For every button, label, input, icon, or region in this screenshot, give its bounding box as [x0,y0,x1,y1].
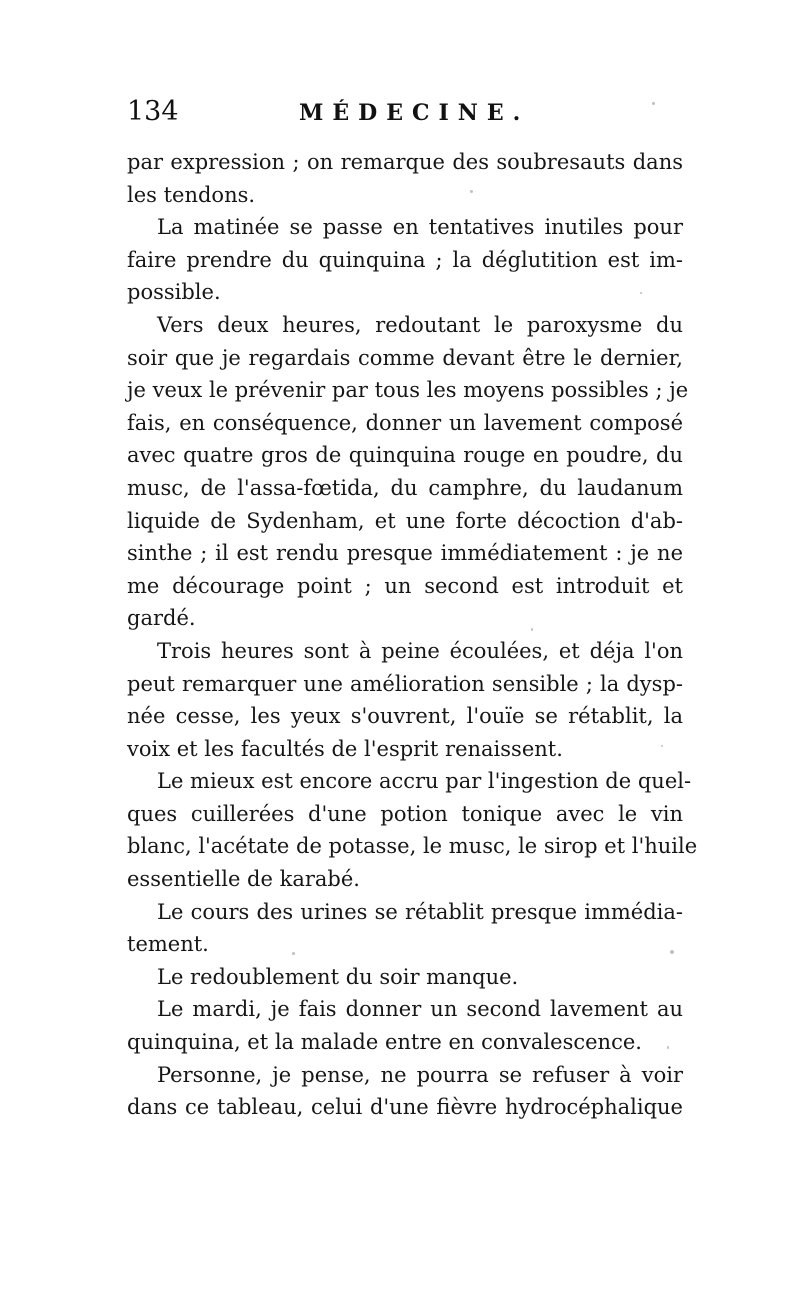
text-line: fais, en conséquence, donner un lavement composé [127,410,683,435]
text-line: me décourage point ; un second est introduit et [127,573,683,598]
text-line: avec quatre gros de quinquina rouge en poudre, du [127,443,683,468]
text-line: sinthe ; il est rendu presque immédiatement : je ne [127,541,683,566]
text-line: ques cuillerées d'une potion tonique avec le vin [127,801,683,826]
text-line: dans ce tableau, celui d'une fièvre hydrocéphalique [127,1095,683,1120]
page-header [127,94,687,134]
print-speck [667,1046,669,1049]
print-speck [640,292,642,294]
text-line: voix et les facultés de l'esprit renaissent. [127,736,563,761]
text-line: Vers deux heures, redoutant le paroxysme du [157,312,683,337]
text-line: née cesse, les yeux s'ouvrent, l'ouïe se rétablit, la [127,704,683,729]
print-speck [470,190,473,193]
text-line: blanc, l'acétate de potasse, le musc, le sirop et l'huile [127,834,698,859]
page-number: 134 [127,96,179,127]
print-speck [531,628,533,631]
text-line: liquide de Sydenham, et une forte décoction d'ab- [127,508,683,533]
text-line: par expression ; on remarque des soubresauts dans [127,150,683,174]
text-line: essentielle de karabé. [127,867,360,892]
running-head: MÉDECINE. [299,100,530,126]
text-line: Le redoublement du soir manque. [157,964,519,989]
text-line: faire prendre du quinquina ; la déglutition est im- [127,247,683,272]
text-line: La matinée se passe en tentatives inutiles pour [157,215,683,240]
body-text [127,146,698,1124]
text-line: je veux le prévenir par tous les moyens possibles ; je [127,378,689,403]
print-speck [292,952,295,955]
text-line: quinquina, et la malade entre en convalescence. [127,1030,642,1055]
text-line: soir que je regardais comme devant être le dernier, [127,345,683,370]
text-line: Trois heures sont à peine écoulées, et déja l'on [157,638,683,663]
text-line: Le mieux est encore accru par l'ingestion de quel- [157,769,692,794]
text-line: Le cours des urines se rétablit presque immédia- [157,899,683,924]
text-line: possible. [127,280,221,305]
print-speck [652,102,655,105]
text-line: peut remarquer une amélioration sensible ; la dysp- [127,671,683,696]
print-speck [670,950,674,954]
text-line: Le mardi, je fais donner un second lavement au [157,997,683,1022]
text-line: gardé. [127,606,196,631]
text-line: musc, de l'assa-fœtida, du camphre, du laudanum [127,475,683,500]
text-line: les tendons. [127,182,256,207]
print-speck [661,745,663,747]
text-line: Personne, je pense, ne pourra se refuser à voir [157,1062,683,1087]
text-line: tement. [127,932,209,957]
